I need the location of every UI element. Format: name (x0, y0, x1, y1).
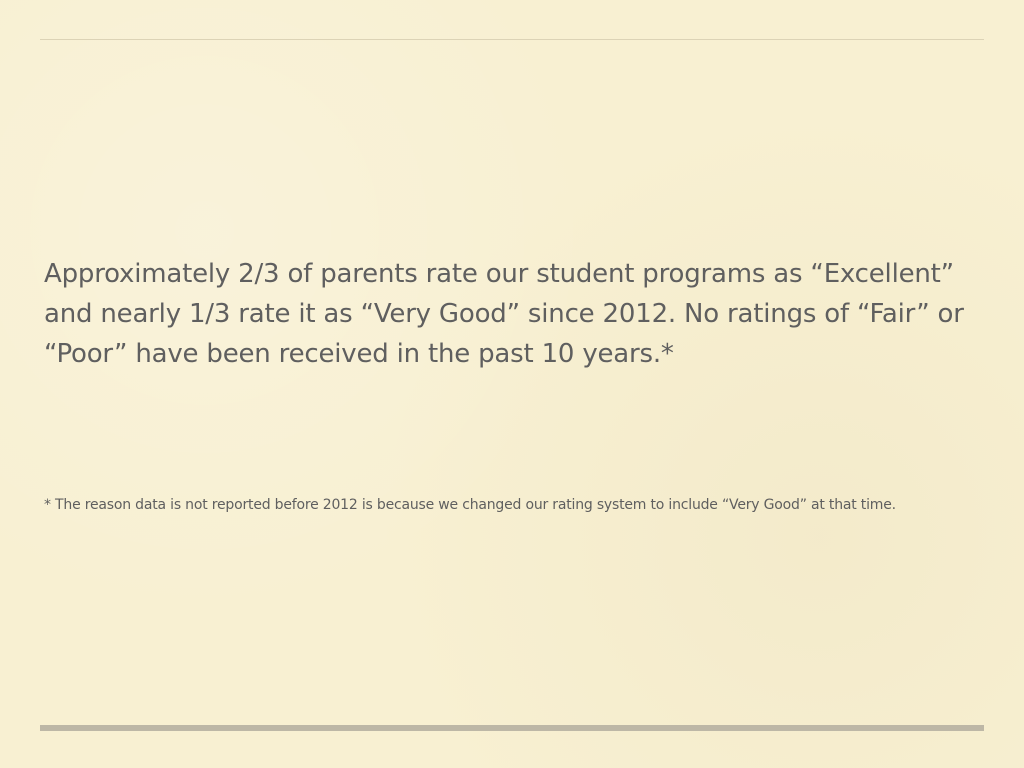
slide-body-text: Approximately 2/3 of parents rate our student programs as “Excellent” and nearly 1/3 rate it as “Very Good” since 2012. No ratings of “Fair” or “Poor” have been received in the past 10 years.* (44, 259, 964, 369)
bottom-divider (40, 725, 984, 731)
top-divider (40, 39, 984, 40)
slide-footnote: * The reason data is not reported before 2012 is because we changed our rating system to include “Very Good” at that time. (44, 497, 896, 513)
